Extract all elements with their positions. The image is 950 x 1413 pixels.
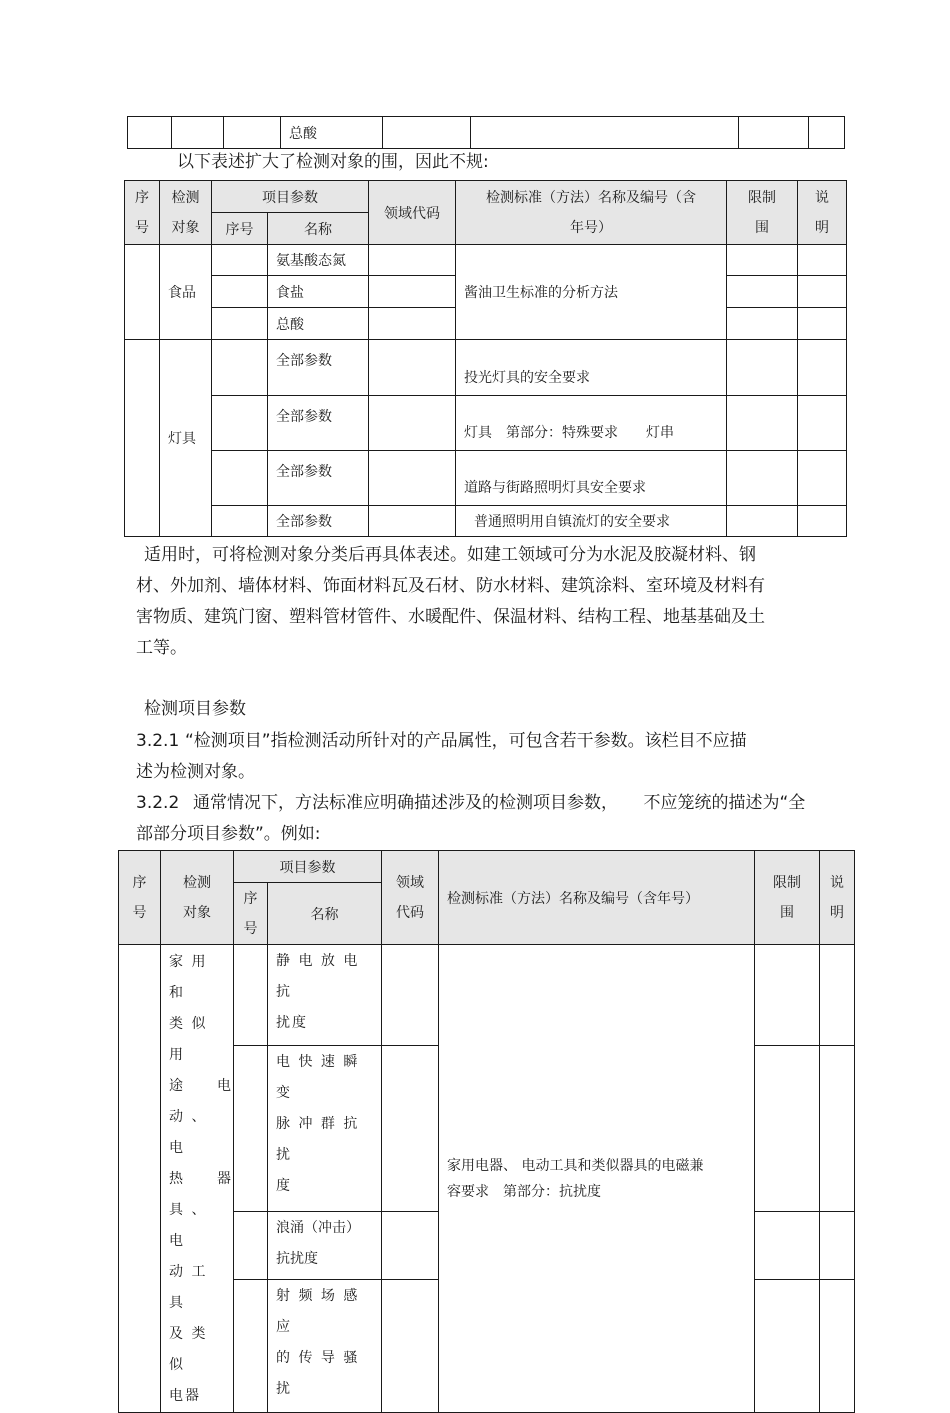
param-name: 全部参数 xyxy=(268,450,369,505)
section-number: 3.2.1 xyxy=(136,731,180,751)
header-standard: 检测标准（方法）名称及编号（含 年号） xyxy=(456,181,727,245)
paragraph-line: 适用时，可将检测对象分类后再具体表述。如建工领域可分为水泥及胶凝材料、钢 xyxy=(144,545,756,565)
section-title: 检测项目参数 xyxy=(144,699,246,719)
header-param-seq: 序 号 xyxy=(234,883,268,945)
param-name: 电 快 速 瞬 变 脉 冲 群 抗 扰 度 xyxy=(268,1045,382,1211)
header-object: 检测 对象 xyxy=(160,181,212,245)
header-domain: 领域 代码 xyxy=(382,851,439,945)
section-text: “检测项目”指检测活动所针对的产品属性，可包含若干参数。该栏目不应描 xyxy=(185,731,747,751)
param-name: 总酸 xyxy=(268,308,369,340)
section-text: 部部分项目参数”。例如: xyxy=(136,824,321,844)
header-standard: 检测标准（方法）名称及编号（含年号） xyxy=(439,851,755,945)
header-param-name: 名称 xyxy=(268,213,369,245)
param-name: 食盐 xyxy=(268,276,369,308)
header-param-name: 名称 xyxy=(268,883,382,945)
param-name: 全部参数 xyxy=(268,340,369,395)
section-text: 述为检测对象。 xyxy=(136,762,255,782)
standard-emc: 家用电器、 电动工具和类似器具的电磁兼 容要求 第部分：抗扰度 xyxy=(439,945,755,1413)
paragraph-line: 材、外加剂、墙体材料、饰面材料瓦及石材、防水材料、建筑涂料、室环境及材料有 xyxy=(136,576,765,596)
header-note: 说 明 xyxy=(798,181,847,245)
header-limit: 限制 围 xyxy=(755,851,820,945)
intro-text: 以下表述扩大了检测对象的围，因此不规: xyxy=(177,152,489,172)
standard-name: 灯具 第部分：特殊要求 灯串 xyxy=(456,395,727,450)
header-limit: 限制 围 xyxy=(727,181,798,245)
header-object: 检测 对象 xyxy=(161,851,234,945)
param-name: 氨基酸态氮 xyxy=(268,245,369,276)
section-number: 3.2.2 xyxy=(136,793,180,813)
section-text: 通常情况下，方法标准应明确描述涉及的检测项目参数， 不应笼统的描述为“全 xyxy=(193,793,806,813)
detection-table-2 xyxy=(118,850,855,1413)
standard-soy-sauce: 酱油卫生标准的分析方法 xyxy=(456,245,727,340)
paragraph-line: 害物质、建筑门窗、塑料管材管件、水暖配件、保温材料、结构工程、地基基础及土 xyxy=(136,607,765,627)
object-appliances: 家 用 和 类 似 用 途 电 动 、 电 热 器 具 、 电 动 工 具 及 类 似 电器 xyxy=(161,945,234,1413)
header-note: 说 明 xyxy=(820,851,855,945)
detection-table-1 xyxy=(124,180,847,537)
paragraph-line: 工等。 xyxy=(136,638,187,658)
param-name-cell: 总酸 xyxy=(281,117,383,149)
param-name: 全部参数 xyxy=(268,505,369,536)
param-name: 静 电 放 电 抗 扰度 xyxy=(268,945,382,1046)
header-params: 项目参数 xyxy=(212,181,369,213)
param-name: 射 频 场 感 应 的 传 导 骚 扰 xyxy=(268,1279,382,1412)
header-domain: 领域代码 xyxy=(369,181,456,245)
param-name: 全部参数 xyxy=(268,395,369,450)
standard-name: 普通照明用自镇流灯的安全要求 xyxy=(456,505,727,536)
top-table-fragment xyxy=(127,116,845,149)
header-seq: 序 号 xyxy=(119,851,161,945)
header-params: 项目参数 xyxy=(234,851,382,883)
object-lamp: 灯具 xyxy=(160,340,212,537)
object-food: 食品 xyxy=(160,245,212,340)
standard-name: 投光灯具的安全要求 xyxy=(456,340,727,395)
header-param-seq: 序号 xyxy=(212,213,268,245)
standard-name: 道路与街路照明灯具安全要求 xyxy=(456,450,727,505)
header-seq: 序 号 xyxy=(125,181,160,245)
param-name: 浪涌（冲击） 抗扰度 xyxy=(268,1211,382,1279)
